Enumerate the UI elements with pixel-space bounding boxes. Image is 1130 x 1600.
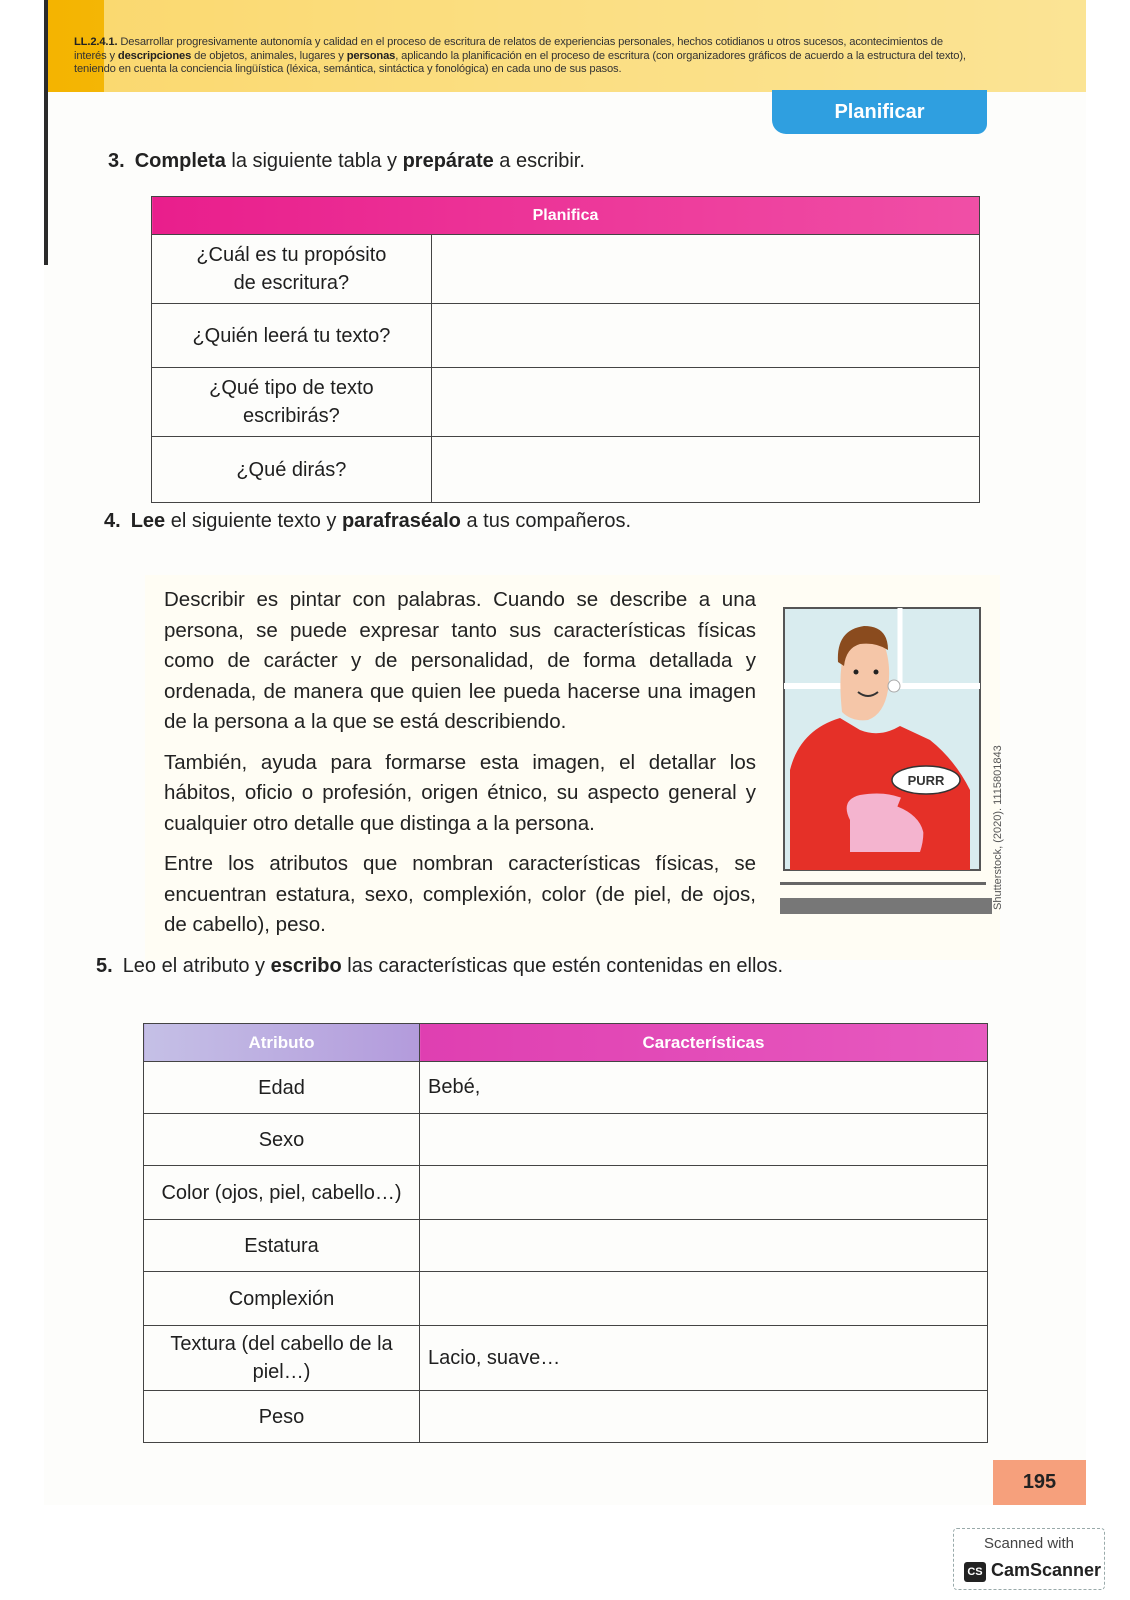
section-tab-planificar: Planificar (772, 90, 987, 134)
page-edge-rule (44, 0, 48, 265)
attribute-cell: Sexo (144, 1114, 420, 1166)
purr-speech-bubble: PURR (907, 773, 945, 788)
attribute-cell: Textura (del cabello de la piel…) (144, 1326, 420, 1391)
characteristics-cell[interactable] (420, 1114, 988, 1166)
planning-answer-cell[interactable] (431, 437, 979, 503)
attribute-cell: Peso (144, 1391, 420, 1443)
image-credit: Shutterstock, (2020). 1115801843 (992, 745, 1004, 910)
attribute-cell: Color (ojos, piel, cabello…) (144, 1166, 420, 1220)
page-number: 195 (993, 1460, 1086, 1505)
reading-paragraph: Describir es pintar con palabras. Cuando se describe a una persona, se puede expresar tanto sus características físicas como de carácter y de personalidad, de forma detallada y ordenada, de manera que quien lee pueda hacerse una imagen de la persona a la que se está describiendo. (164, 588, 756, 733)
characteristics-cell[interactable]: Lacio, suave… (420, 1326, 988, 1391)
planning-question: ¿Qué tipo de texto escribirás? (152, 368, 432, 437)
exercise-4-instruction: 4. Lee el siguiente texto y parafraséalo a tus compañeros. (104, 510, 631, 532)
exercise-number: 3. (108, 150, 125, 172)
attribute-cell: Complexión (144, 1272, 420, 1326)
attribute-cell: Edad (144, 1062, 420, 1114)
man-with-cat-illustration (780, 590, 1002, 940)
reading-paragraph: Entre los atributos que nombran características físicas, se encuentran estatura, sexo, complexión, color (de piel, de ojos, de cabello), peso. (164, 852, 756, 936)
planning-table-title: Planifica (152, 197, 980, 235)
scanner-caption: Scanned with (983, 1535, 1075, 1552)
exercise-5-instruction: 5. Leo el atributo y escribo las características que estén contenidas en ellos. (96, 955, 784, 977)
attribute-cell: Estatura (144, 1220, 420, 1272)
planning-answer-cell[interactable] (431, 235, 979, 304)
planning-table (151, 196, 980, 503)
scanner-brand: CamScanner (991, 1560, 1102, 1580)
characteristics-cell[interactable] (420, 1220, 988, 1272)
planning-question: ¿Cuál es tu propósito de escritura? (152, 235, 432, 304)
skill-code: LL.2.4.1. (74, 36, 118, 48)
characteristics-cell[interactable] (420, 1166, 988, 1220)
skill-statement: LL.2.4.1. Desarrollar progresivamente autonomía y calidad en el proceso de escritura de relatos de experiencias personales, hechos cotidianos u otros sucesos, acontecimientos de interés y descripciones de objetos, animales, lugares y personas, aplicando la planificación en el proceso de escritura (con organizadores gráficos de acuerdo a la estructura del texto), teniendo en cuenta la conciencia lingüística (léxica, semántica, sintáctica y fonológica) en cada uno de sus pasos. (74, 36, 966, 76)
attributes-table (143, 1023, 988, 1443)
camscanner-watermark (953, 1528, 1105, 1590)
exercise-number: 4. (104, 510, 121, 532)
characteristics-column-header: Características (420, 1024, 988, 1062)
planning-answer-cell[interactable] (431, 368, 979, 437)
characteristics-cell[interactable] (420, 1391, 988, 1443)
camscanner-logo-icon: CS (964, 1562, 986, 1582)
attribute-column-header: Atributo (144, 1024, 420, 1062)
planning-question: ¿Qué dirás? (152, 437, 432, 503)
characteristics-cell[interactable]: Bebé, (420, 1062, 988, 1114)
exercise-3-instruction: 3. Completa la siguiente tabla y prepárate a escribir. (108, 150, 585, 172)
planning-question: ¿Quién leerá tu texto? (152, 304, 432, 368)
reading-paragraph: También, ayuda para formarse esta imagen, el detallar los hábitos, oficio o profesión, origen étnico, su aspecto general y cualquier otro detalle que distinga a la persona. (164, 750, 756, 835)
exercise-number: 5. (96, 955, 113, 977)
planning-answer-cell[interactable] (431, 304, 979, 368)
reading-text (164, 585, 756, 951)
characteristics-cell[interactable] (420, 1272, 988, 1326)
